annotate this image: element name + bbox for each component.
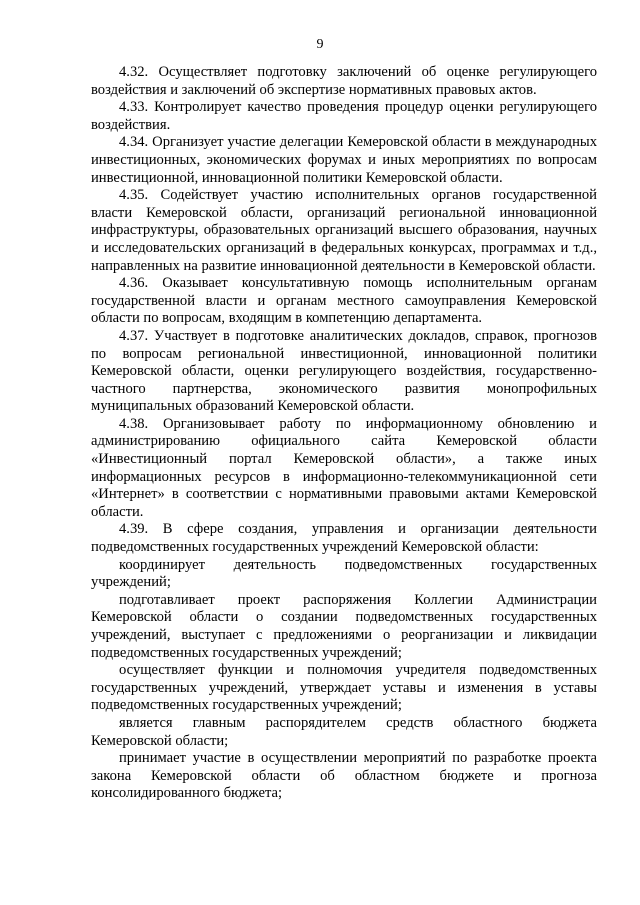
paragraph-4-34: 4.34. Организует участие делегации Кемеровской области в международных инвестиционных, экономических форумах и иных мероприятиях по вопросам инвестиционной, инновационной политики Кемеровской области. bbox=[91, 134, 597, 186]
paragraph-4-38: 4.38. Организовывает работу по информационному обновлению и администрированию официального сайта Кемеровской области «Инвестиционный портал Кемеровской области», а также иных информационных ресурсов в информационно-телекоммуникационной сети «Интернет» в соответствии с нормативными правовыми актами Кемеровской области. bbox=[91, 415, 597, 520]
paragraph-4-36: 4.36. Оказывает консультативную помощь исполнительным органам государственной власти и органам местного самоуправления Кемеровской области по вопросам, входящим в компетенцию департамента. bbox=[91, 275, 597, 327]
paragraph-founder-functions: осуществляет функции и полномочия учредителя подведомственных государственных учреждений, утверждает уставы и изменения в уставы подведомственных государственных учреждений; bbox=[91, 662, 597, 714]
paragraph-4-35: 4.35. Содействует участию исполнительных органов государственной власти Кемеровской области, организаций региональной инновационной инфраструктуры, образовательных организаций высшего образования, научных и исследовательских организаций в федеральных конкурсах, программах и т.д., направленных на развитие инновационной деятельности в Кемеровской области. bbox=[91, 187, 597, 274]
paragraph-4-37: 4.37. Участвует в подготовке аналитических докладов, справок, прогнозов по вопросам региональной инвестиционной, инновационной политики Кемеровской области, оценки регулирующего воздействия, государственно-частного партнерства, экономического развития монопрофильных муниципальных образований Кемеровской области. bbox=[91, 327, 597, 415]
paragraph-4-39: 4.39. В сфере создания, управления и организации деятельности подведомственных государственных учреждений Кемеровской области: bbox=[91, 521, 597, 556]
page-number: 9 bbox=[316, 37, 324, 52]
document-body bbox=[91, 64, 597, 803]
paragraph-4-33: 4.33. Контролирует качество проведения процедур оценки регулирующего воздействия. bbox=[91, 99, 597, 133]
paragraph-prepares-order: подготавливает проект распоряжения Коллегии Администрации Кемеровской области о создании подведомственных государственных учреждений, выступает с предложениями о реорганизации и ликвидации подведомственных государственных учреждений; bbox=[91, 591, 597, 661]
paragraph-budget-manager: является главным распорядителем средств областного бюджета Кемеровской области; bbox=[91, 714, 597, 749]
paragraph-4-32: 4.32. Осуществляет подготовку заключений об оценке регулирующего воздействия и заключений об экспертизе нормативных правовых актов. bbox=[91, 64, 597, 98]
paragraph-budget-law: принимает участие в осуществлении мероприятий по разработке проекта закона Кемеровской области об областном бюджете и прогноза консолидированного бюджета; bbox=[91, 750, 597, 802]
paragraph-coordinates: координирует деятельность подведомственных государственных учреждений; bbox=[91, 556, 597, 591]
